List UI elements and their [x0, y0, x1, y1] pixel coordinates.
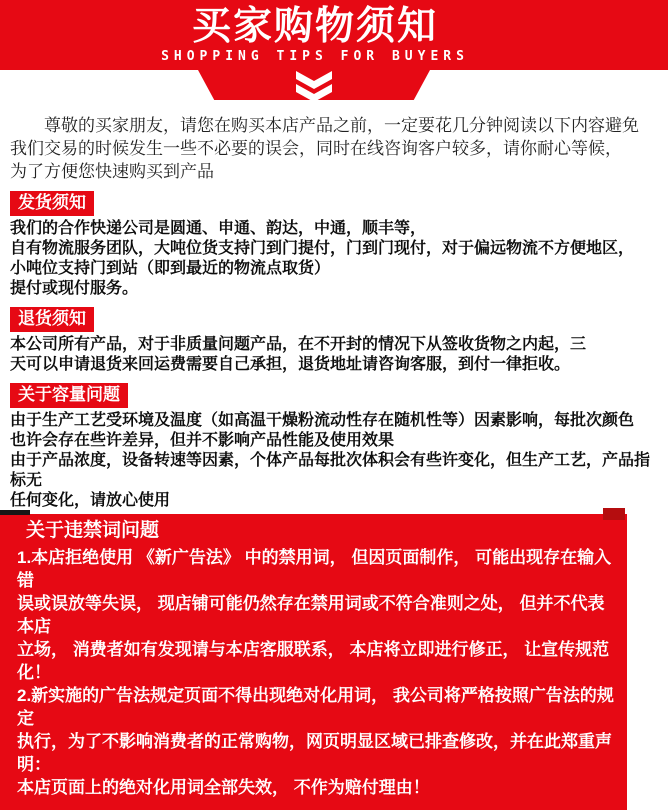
section-body-shipping: [10, 219, 660, 299]
section-badge-returns: 退货须知: [10, 307, 94, 332]
fold-accent-left: [0, 510, 30, 515]
banned-words-title: 关于违禁词问题: [26, 520, 160, 541]
text-line: 误或误放等失误， 现店铺可能仍然存在禁用词或不符合准则之处， 但并不代表本店: [17, 594, 605, 636]
fold-accent-right: [603, 508, 625, 520]
text-line: 为了方便您快速购买到产品: [10, 162, 214, 181]
text-line: 我们交易的时候发生一些不必要的误会，同时在线咨询客户较多，请你耐心等候，: [10, 139, 622, 158]
section-shipping: [10, 191, 660, 299]
text-line: 执行，为了不影响消费者的正常购物，网页明显区域已排查修改，并在此郑重声明：: [17, 732, 612, 774]
text-line: 由于产品浓度，设备转速等因素，个体产品每批次体积会有些许变化，但生产工艺，产品指标无: [10, 452, 651, 489]
text-line: 由于生产工艺受环境及温度（如高温干燥粉流动性存在随机性等）因素影响，每批次颜色: [10, 412, 635, 429]
text-line: 本店页面上的绝对化用词全部失效， 不作为赔付理由！: [17, 778, 430, 797]
section-capacity: [10, 383, 660, 511]
text-line: 提付或现付服务。: [10, 280, 139, 297]
text-line: 立场， 消费者如有发现请与本店客服联系， 本店将立即进行修正， 让宣传规范化！: [17, 640, 610, 682]
banner-background: [0, 0, 668, 70]
text-line: 1.本店拒绝使用 《新广告法》 中的禁用词， 但因页面制作， 可能出现存在输入错: [17, 548, 612, 590]
text-line: 尊敬的买家朋友，请您在购买本店产品之前，一定要花几分钟阅读以下内容避免: [44, 116, 639, 135]
banner-ribbon-tab: [198, 70, 430, 100]
section-banned-words: [0, 514, 627, 810]
text-line: 本公司所有产品，对于非质量问题产品，在不开封的情况下从签收货物之内起，三: [10, 336, 587, 353]
page-subtitle: SHOPPING TIPS FOR BUYERS: [161, 49, 469, 64]
page-title: 买家购物须知: [191, 5, 438, 48]
text-line: 我们的合作快递公司是圆通、申通、韵达，中通，顺丰等，: [10, 220, 427, 237]
text-line: 2.新实施的广告法规定页面不得出现绝对化用词， 我公司将严格按照广告法的规定: [17, 686, 614, 728]
chevron-double-down-icon: [292, 70, 336, 107]
text-line: 也许会存在些许差异，但并不影响产品性能及使用效果: [10, 432, 395, 449]
banned-words-body: [0, 544, 627, 810]
section-returns: [10, 307, 660, 375]
section-body-returns: [10, 335, 660, 375]
intro-paragraph: [10, 114, 658, 183]
text-line: 自有物流服务团队，大吨位货支持门到门提付，门到门现付，对于偏远物流不方便地区，: [10, 240, 635, 257]
text-line: 小吨位支持门到站（即到最近的物流点取货）: [10, 260, 331, 277]
text-line: 天可以申请退货来回运费需要自己承担，退货地址请咨询客服，到付一律拒收。: [10, 356, 571, 373]
section-badge-shipping: 发货须知: [10, 191, 94, 216]
text-line: 任何变化，请放心使用: [10, 492, 171, 509]
banner: [0, 0, 668, 100]
section-body-capacity: [10, 411, 660, 511]
section-badge-capacity: 关于容量问题: [10, 383, 128, 408]
